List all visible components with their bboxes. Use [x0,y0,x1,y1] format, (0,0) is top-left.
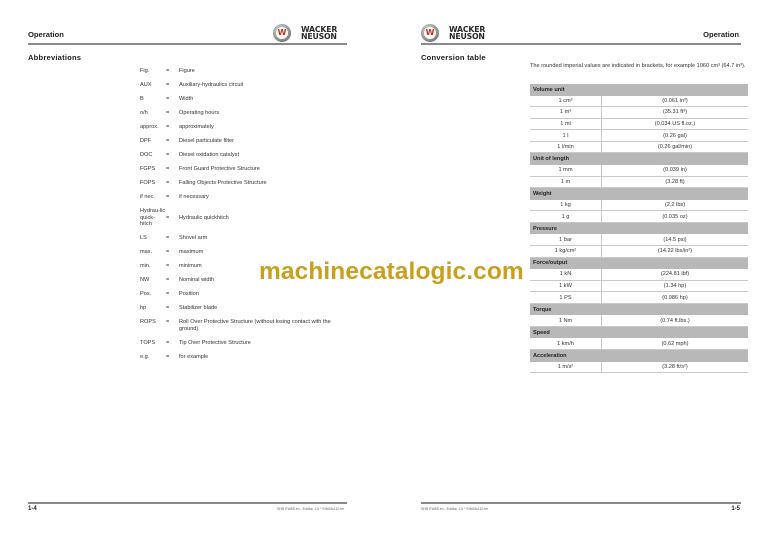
metric-value: 1 l/min [530,141,602,153]
metric-value: 1 bar [530,234,602,245]
table-row [530,176,748,188]
table-group-header [530,222,748,234]
abbreviations-list [140,68,350,368]
imperial-value: (0.039 in) [602,165,749,176]
abbreviation-row [140,305,350,312]
imperial-value: (1.34 hp) [602,280,749,292]
imperial-value: (0.74 ft.lbs.) [602,315,749,326]
table-row [530,200,748,211]
section-title: Conversion table [421,53,486,62]
metric-value: 1 PS [530,292,602,304]
abbreviation-meaning: Width [179,95,194,102]
abbreviation-meaning: Front Guard Protective Structure [179,165,260,172]
imperial-value: (14.5 psi) [602,234,749,245]
wacker-neuson-badge-icon: W [421,24,439,42]
table-group-header [530,350,748,362]
abbreviation-row [140,68,350,75]
group-label: Weight [530,188,748,200]
abbreviation-term: DOC [140,151,153,158]
abbreviation-row [140,138,350,145]
wacker-neuson-badge-icon: W [273,24,291,42]
imperial-value: (14.22 lbs/in²) [602,245,749,257]
metric-value: 1 kN [530,269,602,280]
abbreviation-meaning: Diesel particulate filter [179,137,235,144]
abbreviation-term: ROPS [140,319,156,326]
abbreviation-meaning: approximately [179,123,214,130]
header-title: Operation [703,30,739,39]
imperial-value: (3.28 ft) [602,176,749,188]
equals-sign: = [166,137,170,144]
abbreviation-row [140,249,350,256]
abbreviation-meaning: Operating hours [179,109,220,116]
group-label: Speed [530,326,748,338]
table-group-header [530,84,748,96]
abbreviation-term: e.g. [140,354,150,361]
abbreviation-term: hp [140,305,147,312]
imperial-value: (0.26 gal/min) [602,141,749,153]
abbreviation-meaning: for example [179,354,209,361]
group-label: Volume unit [530,84,748,96]
table-row [530,362,748,373]
equals-sign: = [166,193,170,200]
footer-rule [28,502,347,504]
equals-sign: = [166,179,170,186]
imperial-value: (2.2 lbs) [602,200,749,211]
imperial-value: (35.31 ft³) [602,107,749,119]
table-row [530,234,748,245]
table-row [530,280,748,292]
table-group-header [530,153,748,165]
metric-value: 1 m³ [530,107,602,119]
abbreviation-meaning: Auxiliary-hydraulics circuit [179,81,244,88]
brand-wordmark: WACKER NEUSON [449,25,486,41]
abbreviation-row [140,82,350,89]
table-row [530,107,748,119]
table-group-header [530,326,748,338]
table-row [530,269,748,280]
brand-logo [273,23,337,43]
abbreviation-meaning: Falling Objects Protective Structure [179,179,267,186]
equals-sign: = [166,95,170,102]
abbreviation-row [140,110,350,117]
abbreviation-term: if nec. [140,193,155,200]
abbreviation-meaning: Hydraulic quickhitch [179,214,229,221]
equals-sign: = [166,151,170,158]
table-group-header [530,257,748,269]
equals-sign: = [166,277,170,284]
conversion-table [530,84,748,373]
equals-sign: = [166,354,170,361]
imperial-value: (0.035 oz) [602,211,749,223]
abbreviation-meaning: Nominal width [179,277,215,284]
table-group-header [530,303,748,315]
table-row [530,130,748,142]
metric-value: 1 m/s² [530,362,602,373]
document-reference: SHB EW65 en - Edition 1.5 * EW65s110.fm [421,507,489,511]
equals-sign: = [166,123,170,130]
header-title: Operation [28,30,64,39]
abbreviation-row [140,152,350,159]
abbreviation-row [140,124,350,131]
table-row [530,315,748,326]
abbreviation-row [140,208,350,228]
abbreviation-meaning: minimum [179,263,202,270]
abbreviation-term: min. [140,263,151,270]
imperial-value: (0.986 hp) [602,292,749,304]
abbreviation-row [140,354,350,361]
abbreviation-term: LS [140,235,147,242]
abbreviation-term: o/h [140,109,148,116]
equals-sign: = [166,165,170,172]
abbreviation-term: DPF [140,137,152,144]
abbreviation-term: FGPS [140,165,156,172]
group-label: Acceleration [530,350,748,362]
abbreviation-term: Pos. [140,291,152,298]
equals-sign: = [166,291,170,298]
abbreviation-row [140,180,350,187]
abbreviation-meaning: Tip Over Protective Structure [179,340,251,347]
metric-value: 1 km/h [530,338,602,349]
imperial-value: (0.061 in³) [602,96,749,107]
abbreviation-meaning: Shovel arm [179,235,208,242]
abbreviation-term: FOPS [140,179,156,186]
table-group-header [530,188,748,200]
metric-value: 1 kg [530,200,602,211]
abbreviation-term: AUX [140,81,152,88]
abbreviation-term: approx. [140,123,159,130]
equals-sign: = [166,263,170,270]
abbreviation-term: Fig. [140,68,150,74]
equals-sign: = [166,319,170,326]
equals-sign: = [166,340,170,347]
document-reference: SHB EW65 en - Edition 1.5 * EW65s110.fm [277,507,345,511]
table-row [530,141,748,153]
imperial-value: (0.26 gal) [602,130,749,142]
imperial-value: (0.034 US fl.oz.) [602,118,749,130]
metric-value: 1 ml [530,118,602,130]
group-label: Pressure [530,222,748,234]
abbreviation-row [140,235,350,242]
equals-sign: = [166,235,170,242]
table-row [530,211,748,223]
abbreviation-term: Hydrau-lic quick-hitch [140,207,166,228]
abbreviation-meaning: if necessary [179,193,209,200]
equals-sign: = [166,81,170,88]
metric-value: 1 mm [530,165,602,176]
imperial-value: (224.81 lbf) [602,269,749,280]
metric-value: 1 cm³ [530,96,602,107]
abbreviation-row [140,194,350,201]
group-label: Force/output [530,257,748,269]
brand-wordmark: WACKER NEUSON [301,25,338,41]
conversion-intro-text: The rounded imperial values are indicated in brackets, for example 1060 cm³ (64.7 in³). [530,63,746,69]
page-number: 1-4 [28,506,37,512]
equals-sign: = [166,249,170,256]
abbreviation-row [140,166,350,173]
header-rule [421,43,741,45]
metric-value: 1 l [530,130,602,142]
group-label: Unit of length [530,153,748,165]
table-row [530,245,748,257]
abbreviation-meaning: Roll Over Protective Structure (without losing contact with the ground) [179,319,331,333]
abbreviation-term: TOPS [140,340,156,347]
watermark-text: machinecatalogic.com [259,258,524,285]
table-row [530,292,748,304]
footer-rule [421,502,741,504]
abbreviation-row [140,291,350,298]
group-label: Torque [530,303,748,315]
abbreviation-meaning: maximum [179,249,204,256]
metric-value: 1 Nm [530,315,602,326]
table-row [530,338,748,349]
equals-sign: = [166,109,170,116]
abbreviation-meaning: Diesel oxidation catalyst [179,151,240,158]
abbreviation-term: max. [140,249,153,256]
equals-sign: = [166,68,170,74]
metric-value: 1 kW [530,280,602,292]
abbreviation-meaning: Figure [179,68,195,74]
section-title: Abbreviations [28,53,82,62]
equals-sign: = [166,305,170,312]
abbreviation-row [140,340,350,347]
table-row [530,118,748,130]
page-number: 1-5 [731,506,740,512]
abbreviation-term: NW [140,277,150,284]
header-rule [28,43,347,45]
table-row [530,96,748,107]
metric-value: 1 g [530,211,602,223]
abbreviation-meaning: Stabilizer blade [179,305,218,312]
metric-value: 1 kg/cm² [530,245,602,257]
table-row [530,165,748,176]
abbreviation-row [140,319,350,333]
abbreviation-meaning: Position [179,291,199,298]
imperial-value: (3.28 ft/s²) [602,362,749,373]
equals-sign: = [166,214,170,221]
brand-logo [421,23,485,43]
imperial-value: (0.62 mph) [602,338,749,349]
metric-value: 1 m [530,176,602,188]
abbreviation-term: B [140,95,144,102]
abbreviation-row [140,96,350,103]
